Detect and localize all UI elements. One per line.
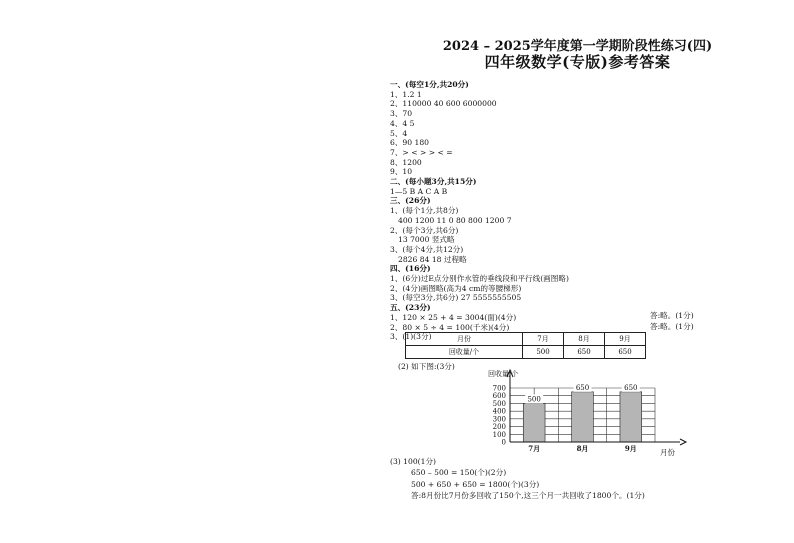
answer-line: 3、(每空3分,共6分) 27 5555555505 (390, 293, 522, 303)
data-label: 650 (624, 383, 638, 392)
exam-title: 2024 – 2025学年度第一学期阶段性练习(四) (442, 39, 713, 54)
score-note-2: 答:略。(1分) (650, 322, 694, 331)
answer-line: 二、(每小题3分,共15分) (390, 177, 477, 186)
answer-line: 5、4 (390, 128, 408, 138)
y-tick-label: 200 (492, 423, 506, 432)
answer-line: 9、10 (390, 167, 413, 177)
answer-line: 3、(1)(3分) (390, 332, 432, 342)
data-label: 500 (527, 395, 541, 404)
answer-line: 五、(23分) (390, 303, 431, 313)
y-tick-label: 100 (492, 430, 506, 439)
score-note-1: 答:略。(1分) (650, 311, 694, 320)
answer-line: 1、(6分)过E点分别作水管的垂线段和平行线(画图略) (390, 274, 569, 283)
x-tick-label: 7月 (528, 444, 541, 453)
data-label: 650 (575, 383, 590, 392)
answer-line: 2、(每个3分,共6分) (390, 225, 459, 235)
answer-line: 四、(16分) (390, 264, 431, 274)
bar (620, 392, 642, 442)
answer-line: 2、110000 40 600 6000000 (390, 99, 497, 109)
answer-line: 3、(每个4分,共12分) (390, 244, 464, 254)
answer-line: 6、90 180 (390, 138, 429, 148)
y-tick-label: 600 (492, 392, 506, 401)
answer-line: 1、1.2 1 (390, 89, 422, 99)
table-cell: 650 (605, 346, 646, 359)
x-tick-label: 8月 (576, 444, 589, 453)
answer-line: 1、120 × 25 + 4 = 3004(面)(4分) (390, 312, 517, 322)
answer-line: 4、4 5 (390, 118, 415, 128)
answer-line: 400 1200 11 0 80 800 1200 7 (398, 215, 512, 225)
x-tick-label: 9月 (624, 444, 637, 453)
answer-line: 8、1200 (390, 157, 422, 167)
answer-key-title: 四年级数学(专版)参考答案 (484, 53, 671, 71)
table-cell: 月份 (406, 333, 523, 346)
answer-line: 1—5 B A C A B (390, 186, 448, 196)
answer-line: 三、(26分) (390, 196, 431, 206)
table-cell: 7月 (523, 333, 564, 346)
table-cell: 500 (523, 346, 564, 359)
table-cell: 回收量/个 (406, 346, 523, 359)
part2-label: (2) 如下图:(3分) (398, 362, 455, 371)
bar (523, 403, 545, 442)
answer-line: 2、80 × 5 ÷ 4 = 100(千米)(4分) (390, 322, 510, 332)
answer-line: 一、(每空1分,共20分) (390, 80, 469, 89)
y-axis-label: 回收量/个 (488, 370, 519, 378)
y-tick-label: 500 (492, 399, 506, 408)
answer-line: 2826 84 18 过程略 (398, 254, 467, 264)
y-tick-label: 300 (492, 415, 506, 424)
table-cell: 9月 (605, 333, 646, 346)
answer-line: 500 + 650 + 650 = 1800(个)(3分) (411, 479, 540, 489)
table-cell: 650 (564, 346, 605, 359)
answer-line: 13 7000 竖式略 (398, 235, 455, 245)
answer-line: (3) 100(1分) (390, 457, 437, 466)
y-tick-label: 400 (492, 407, 506, 416)
x-axis-label: 月份 (660, 448, 675, 457)
bar (572, 392, 594, 442)
answer-line: 2、(4分)画图略(高为4 cm的等腰梯形) (390, 283, 522, 293)
answer-line: 650 – 500 = 150(个)(2分) (411, 468, 507, 478)
y-tick-label: 700 (492, 384, 506, 393)
answer-line: 答:8月份比7月份多回收了150个,这三个月一共回收了1800个。(1分) (411, 490, 645, 500)
answer-line: 3、70 (390, 109, 413, 119)
x-axis-arrow (680, 439, 686, 445)
y-tick-label: 0 (501, 438, 506, 447)
answer-line: 7、> < > > < = (390, 147, 453, 157)
answer-line: 1、(每个1分,共8分) (390, 206, 459, 216)
table-cell: 8月 (564, 333, 605, 346)
